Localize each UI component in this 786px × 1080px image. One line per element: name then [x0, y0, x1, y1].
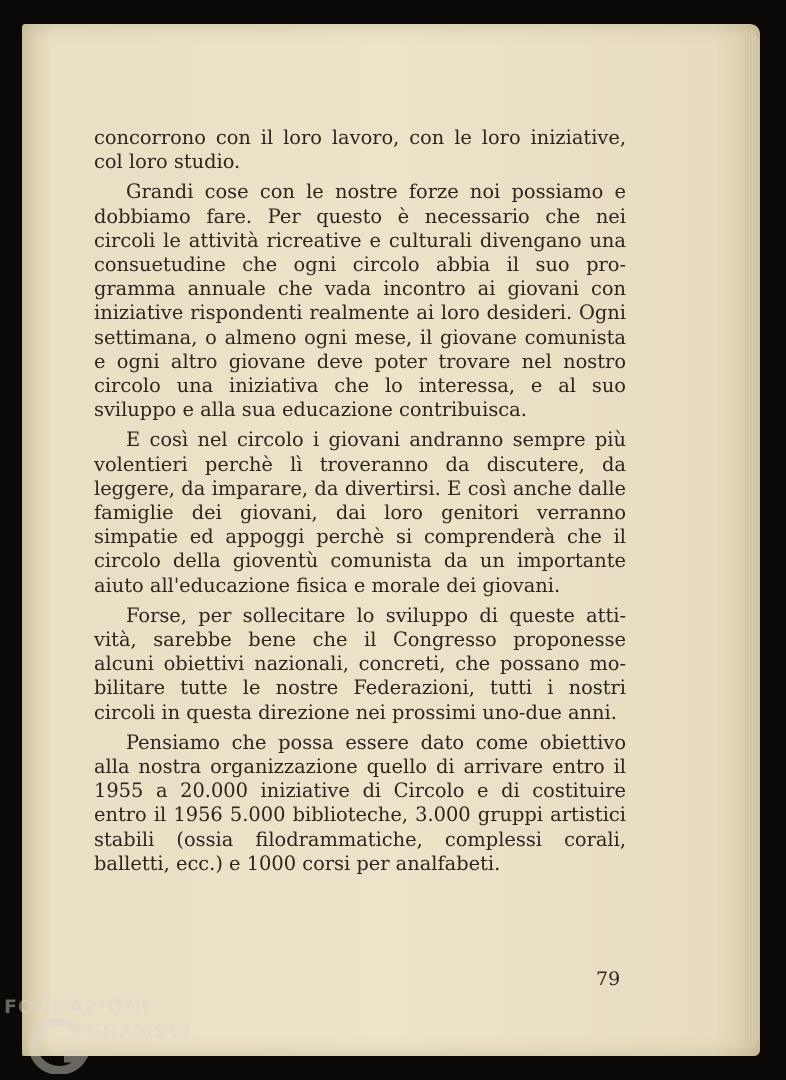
paragraph-1: concorrono con il loro lavoro, con le loro iniziative, col loro studio. [94, 126, 626, 174]
paragraph-3: E così nel circolo i giovani andranno sempre più volentieri perchè lì troveranno da discutere, da leggere, da imparare, da divertirsi. E così anche dalle famiglie dei giovani, dai loro genitori verranno simpatie ed appoggi perchè si comprenderà che il circolo della gioventù comunista da un importante aiuto all'educazione fisica e morale dei giovani. [94, 428, 626, 597]
watermark-suffix: onlus [160, 1046, 187, 1057]
paragraph-4: Forse, per sollecitare lo sviluppo di queste attività, sarebbe bene che il Congresso proponesse alcuni obiettivi nazionali, concreti, che possano mobilitare tutte le nostre Federazioni, tutti i nostri circoli in questa direzione nei prossimi uno-due anni. [94, 603, 626, 724]
page-number: 79 [596, 968, 621, 990]
page-text [94, 126, 626, 876]
page-edge [745, 34, 759, 1044]
watermark-line-2: GRAMSCI [86, 1020, 192, 1042]
fondazione-gramsci-watermark [4, 994, 224, 1076]
watermark-line-1: FONDAZIONE [4, 996, 156, 1018]
gramsci-logo-icon [28, 1018, 92, 1074]
paragraph-5: Pensiamo che possa essere dato come obiettivo alla nostra organizzazione quello di arrivare entro il 1955 a 20.000 iniziative di Circolo e di costituire entro il 1956 5.000 biblioteche, 3.000 gruppi artistici stabili (ossia filodrammatiche, complessi corali, balletti, ecc.) e 1000 corsi per analfabeti. [94, 730, 626, 875]
paragraph-2: Grandi cose con le nostre forze noi possiamo e dobbiamo fare. Per questo è necessario che nei circoli le attività ricreative e culturali divengano una consuetudine che ogni circolo abbia il suo programma annuale che vada incontro ai giovani con iniziative rispondenti realmente ai loro desideri. Ogni settimana, o almeno ogni mese, il giovane comunista e ogni altro giovane deve poter trovare nel nostro circolo una iniziativa che lo interessa, e al suo sviluppo e alla sua educazione contribuisca. [94, 180, 626, 422]
